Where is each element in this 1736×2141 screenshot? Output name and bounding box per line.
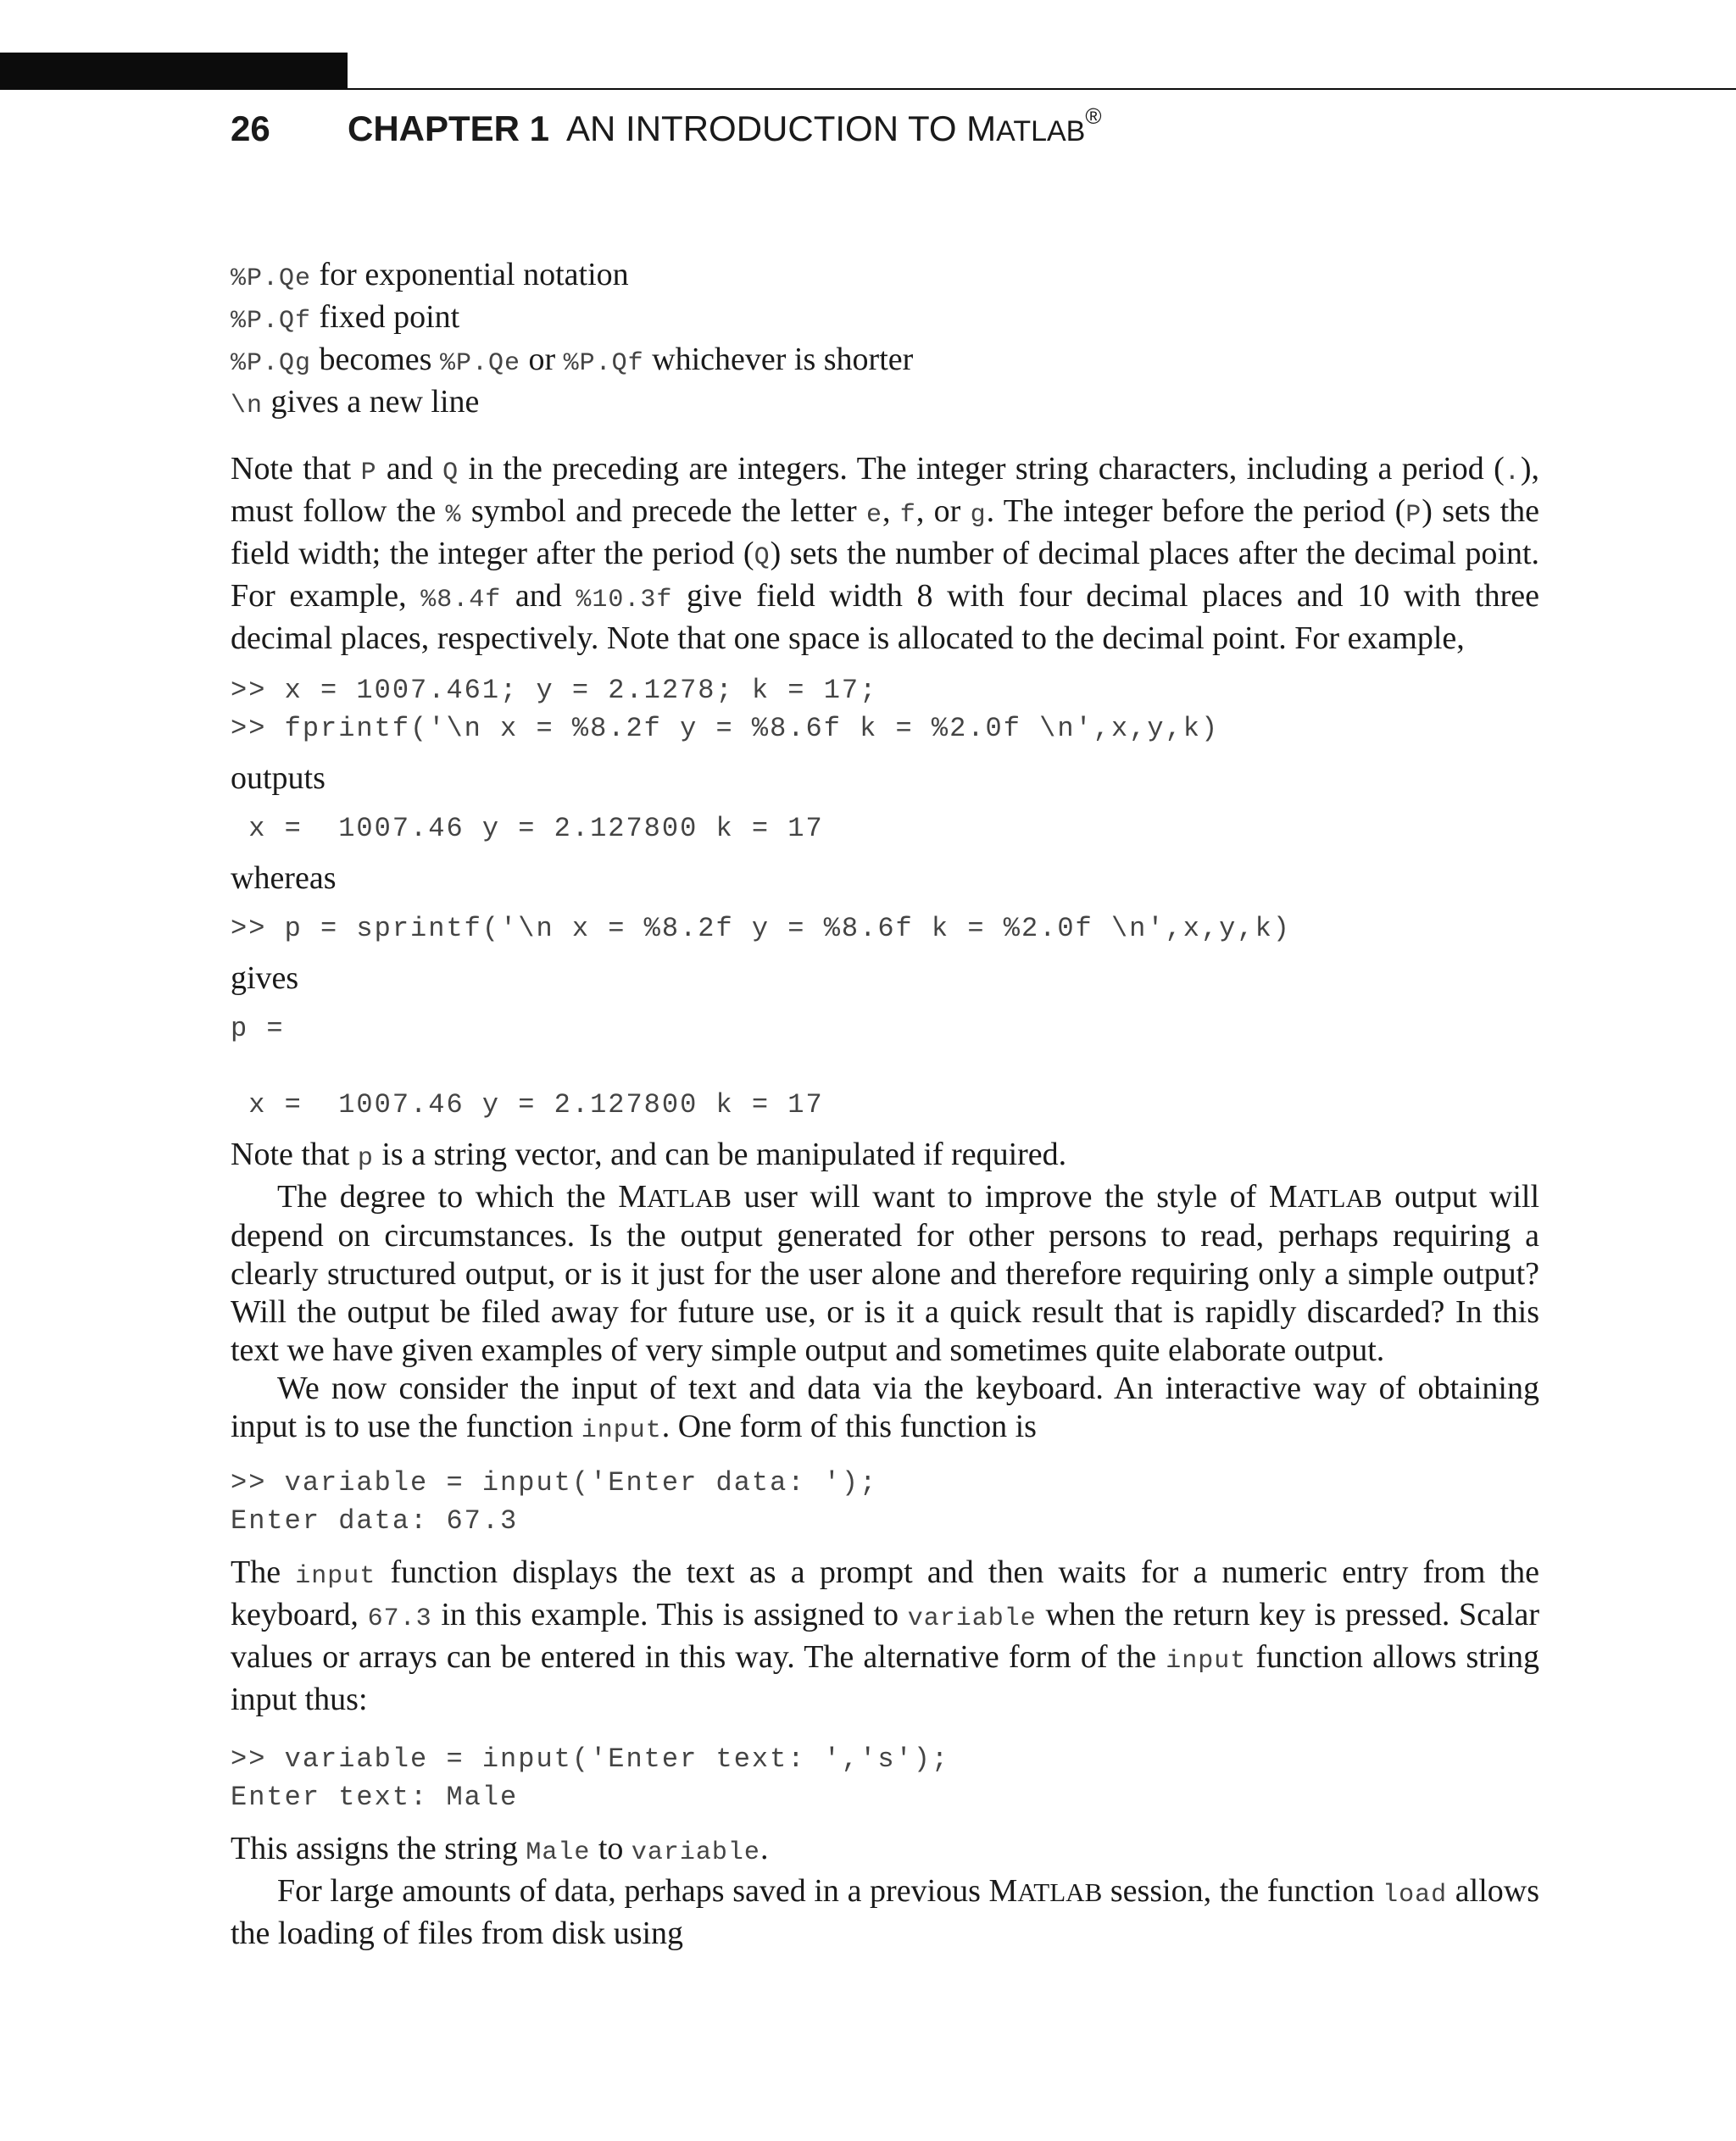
code-line: >> variable = input('Enter data: '); bbox=[231, 1467, 878, 1499]
text-run: whichever is shorter bbox=[643, 342, 914, 377]
format-item-general bbox=[231, 341, 1539, 383]
code-line: >> variable = input('Enter text: ','s'); bbox=[231, 1743, 950, 1775]
inline-code: P bbox=[360, 459, 377, 487]
text-run: symbol and precede the letter bbox=[461, 493, 866, 529]
text-run: in the preceding are integers. The integer string characters, including a period ( bbox=[459, 451, 1505, 487]
text-run: and bbox=[376, 451, 443, 487]
inline-code: g bbox=[970, 501, 987, 530]
text-run: is a string vector, and can be manipulated if required. bbox=[373, 1137, 1067, 1172]
inline-code: %P.Qe bbox=[439, 349, 520, 378]
inline-code: Q bbox=[442, 459, 459, 487]
format-item-fixed bbox=[231, 298, 1539, 341]
inline-code: %P.Qf bbox=[563, 349, 644, 378]
paragraph-output-style bbox=[231, 1178, 1539, 1370]
text-run: ), must follow the bbox=[231, 451, 1539, 529]
paragraph-input-intro bbox=[231, 1370, 1539, 1450]
text-run: , or bbox=[915, 493, 971, 529]
inline-code: p bbox=[357, 1144, 374, 1173]
text-run: For large amounts of data, perhaps saved in a previous M bbox=[277, 1873, 1018, 1909]
text-run: The degree to which the M bbox=[277, 1179, 648, 1215]
inline-code: %8.4f bbox=[420, 586, 502, 614]
text-run: allows the loading of files from disk using bbox=[231, 1873, 1539, 1951]
output-line: p = bbox=[231, 1013, 285, 1044]
text-run: becomes bbox=[311, 342, 440, 377]
paragraph-assign-string bbox=[231, 1830, 1539, 1872]
text-run: . One form of this function is bbox=[661, 1409, 1037, 1444]
output-line: x = 1007.46 y = 2.127800 k = 17 bbox=[231, 813, 824, 844]
text-run: user will want to improve the style of M bbox=[731, 1179, 1298, 1215]
output-blank-line bbox=[231, 1048, 1539, 1086]
code-line: Enter text: Male bbox=[231, 1782, 519, 1813]
code-block-input-text bbox=[231, 1740, 1539, 1816]
code-line: Enter data: 67.3 bbox=[231, 1505, 519, 1537]
text-run: output will depend on circumstances. Is the output generated for other persons to read, perhaps requiring a clearly structured output, or is it just for the user alone and therefore requiring only a simple output? Will the output be filed away for future use, or is it a quick result that is rapidly discarded? In this text we have given examples of very simple output and sometimes quite elaborate output. bbox=[231, 1179, 1539, 1368]
text-run: ) sets the number of decimal places after the decimal point. For example, bbox=[231, 536, 1540, 614]
inline-code: Q bbox=[754, 543, 771, 572]
label-whereas: whereas bbox=[231, 860, 337, 896]
chapter-title: AN INTRODUCTION TO MATLAB® bbox=[566, 103, 1102, 148]
paragraph-string-vector bbox=[231, 1136, 1539, 1178]
label-gives: gives bbox=[231, 960, 299, 996]
code-block-fprintf bbox=[231, 671, 1539, 748]
inline-code: %P.Qf bbox=[231, 307, 312, 336]
text-run: This assigns the string bbox=[231, 1831, 526, 1866]
text-run: to bbox=[590, 1831, 632, 1866]
text-run: We now consider the input of text and data via the keyboard. An interactive way of obtaining input is to use the function bbox=[231, 1371, 1539, 1444]
chapter-label: CHAPTER 1 bbox=[348, 108, 550, 148]
text-run: function displays the text as a prompt and then waits for a numeric entry from the keyboard, bbox=[231, 1554, 1540, 1632]
inline-code: input bbox=[581, 1416, 662, 1445]
running-head bbox=[231, 95, 1102, 148]
inline-code: %P.Qe bbox=[231, 264, 312, 293]
inline-code: e bbox=[865, 501, 882, 530]
inline-code: load bbox=[1383, 1881, 1448, 1910]
text-run: in this example. This is assigned to bbox=[431, 1597, 908, 1632]
text-run: ATLAB bbox=[647, 1183, 732, 1213]
format-list bbox=[231, 256, 1539, 425]
inline-code: variable bbox=[907, 1604, 1037, 1633]
paragraph-input-function bbox=[231, 1554, 1539, 1719]
text-run: for exponential notation bbox=[311, 257, 629, 292]
text-run: , bbox=[882, 493, 900, 529]
inline-code: . bbox=[1504, 459, 1521, 487]
text-run: and bbox=[501, 578, 576, 614]
code-line: >> fprintf('\n x = %8.2f y = %8.6f k = %2.0f \n',x,y,k) bbox=[231, 713, 1220, 744]
text-run: Note that bbox=[231, 451, 361, 487]
text-run: or bbox=[520, 342, 564, 377]
registered-mark: ® bbox=[1085, 103, 1102, 129]
text-run: ) sets the field width; the integer after the period ( bbox=[231, 493, 1540, 571]
inline-code: f bbox=[899, 501, 916, 530]
text-run: fixed point bbox=[311, 299, 460, 335]
paragraph-load-function bbox=[231, 1872, 1539, 1953]
text-run: ATLAB bbox=[1297, 1183, 1383, 1213]
inline-code: P bbox=[1405, 501, 1422, 530]
text-run: . The integer before the period ( bbox=[986, 493, 1406, 529]
code-block-input-data bbox=[231, 1464, 1539, 1540]
inline-code: input bbox=[1166, 1647, 1247, 1676]
format-item-exponential bbox=[231, 256, 1539, 298]
inline-code: %10.3f bbox=[576, 586, 673, 614]
header-rule bbox=[348, 88, 1736, 90]
inline-code: 67.3 bbox=[367, 1604, 432, 1633]
inline-code: Male bbox=[526, 1838, 591, 1867]
inline-code: \n bbox=[231, 392, 264, 420]
label-outputs: outputs bbox=[231, 760, 326, 796]
text-run: function allows string input thus: bbox=[231, 1639, 1539, 1717]
output-line: x = 1007.46 y = 2.127800 k = 17 bbox=[231, 1089, 824, 1121]
code-line: >> x = 1007.461; y = 2.1278; k = 17; bbox=[231, 675, 878, 706]
code-line-sprintf: >> p = sprintf('\n x = %8.2f y = %8.6f k = %2.0f \n',x,y,k) bbox=[231, 913, 1291, 944]
paragraph-format-explanation bbox=[231, 450, 1539, 658]
text-run: The bbox=[231, 1554, 296, 1590]
text-run: ATLAB bbox=[1017, 1877, 1103, 1907]
format-item-newline bbox=[231, 383, 1539, 425]
header-black-bar bbox=[0, 53, 348, 90]
page-body bbox=[231, 256, 1539, 1953]
text-run: when the return key is pressed. Scalar values or arrays can be entered in this way. The alternative form of the bbox=[231, 1597, 1539, 1675]
page-number: 26 bbox=[231, 108, 270, 148]
inline-code: % bbox=[445, 501, 462, 530]
text-run: session, the function bbox=[1102, 1873, 1383, 1909]
text-run: gives a new line bbox=[263, 384, 480, 420]
inline-code: variable bbox=[631, 1838, 760, 1867]
inline-code: %P.Qg bbox=[231, 349, 312, 378]
text-run: give field width 8 with four decimal places and 10 with three decimal places, respectively. Note that one space is allocated to the decimal point. For example, bbox=[231, 578, 1539, 656]
inline-code: input bbox=[295, 1562, 376, 1591]
text-run: Note that bbox=[231, 1137, 358, 1172]
output-block-sprintf bbox=[231, 1009, 1539, 1124]
text-run: . bbox=[760, 1831, 769, 1866]
